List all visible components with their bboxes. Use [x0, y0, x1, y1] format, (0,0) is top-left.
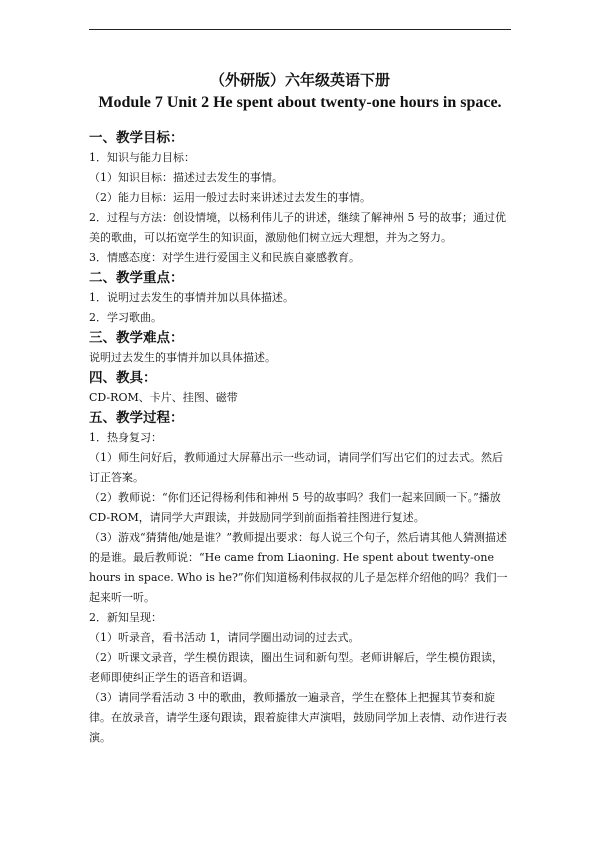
- section-heading: 一、教学目标：: [89, 130, 184, 146]
- section-key-points: [89, 268, 511, 328]
- paragraph: 2．学习歌曲。: [89, 311, 162, 324]
- paragraph: 3．情感态度：对学生进行爱国主义和民族自豪感教育。: [89, 251, 360, 264]
- paragraph: （1）听录音，看书活动 1，请同学圈出动词的过去式。: [89, 631, 360, 644]
- section-difficult-points: [89, 328, 511, 368]
- document-title-chinese: （外研版）六年级英语下册: [209, 71, 390, 89]
- document-page: [89, 70, 511, 748]
- section-heading: 四、教具：: [89, 370, 157, 386]
- section-teaching-aids: [89, 368, 511, 408]
- section-teaching-process: [89, 408, 511, 748]
- paragraph: （2）听课文录音，学生模仿跟读，圈出生词和新句型。老师讲解后，学生模仿跟读，老师即使纠正学生的语音和语调。: [89, 651, 503, 684]
- section-teaching-objectives: [89, 128, 511, 268]
- paragraph: 1．说明过去发生的事情并加以具体描述。: [89, 291, 294, 304]
- paragraph: （1）知识目标：描述过去发生的事情。: [89, 171, 283, 184]
- section-heading: 五、教学过程：: [89, 410, 184, 426]
- paragraph: CD-ROM、卡片、挂图、磁带: [89, 391, 238, 404]
- paragraph: 说明过去发生的事情并加以具体描述。: [89, 351, 276, 364]
- paragraph: （2）教师说：“你们还记得杨利伟和神州 5 号的故事吗？我们一起来回顾一下。”播放 CD-ROM，请同学大声跟读，并鼓励同学到前面指着挂图进行复述。: [89, 491, 501, 524]
- section-heading: 三、教学难点：: [89, 330, 184, 346]
- document-body: [89, 128, 511, 748]
- paragraph: （2）能力目标：运用一般过去时来讲述过去发生的事情。: [89, 191, 371, 204]
- section-heading: 二、教学重点：: [89, 270, 184, 286]
- paragraph: （3）游戏“猜猜他/她是谁？”教师提出要求：每人说三个句子，然后请其他人猜测描述的是谁。最后教师说：“He came from Liaoning. He spent about twenty-one hours in space. Who is he?”你们知道杨利伟叔叔的儿子是怎样介绍他的吗？我们一起来听一听。: [89, 531, 508, 604]
- paragraph: 1．热身复习：: [89, 431, 162, 444]
- paragraph: （1）师生问好后，教师通过大屏幕出示一些动词，请同学们写出它们的过去式。然后订正答案。: [89, 451, 503, 484]
- paragraph: 2．过程与方法：创设情境，以杨利伟儿子的讲述，继续了解神州 5 号的故事；通过优美的歌曲，可以拓宽学生的知识面，激励他们树立远大理想，并为之努力。: [89, 211, 506, 244]
- paragraph: （3）请同学看活动 3 中的歌曲，教师播放一遍录音，学生在整体上把握其节奏和旋律。在放录音，请学生逐句跟读，跟着旋律大声演唱，鼓励同学加上表情、动作进行表演。: [89, 691, 507, 744]
- paragraph: 2．新知呈现：: [89, 611, 162, 624]
- paragraph: 1．知识与能力目标：: [89, 151, 195, 164]
- top-rule: [89, 29, 511, 30]
- document-title-english: Module 7 Unit 2 He spent about twenty-one hours in space.: [98, 94, 502, 111]
